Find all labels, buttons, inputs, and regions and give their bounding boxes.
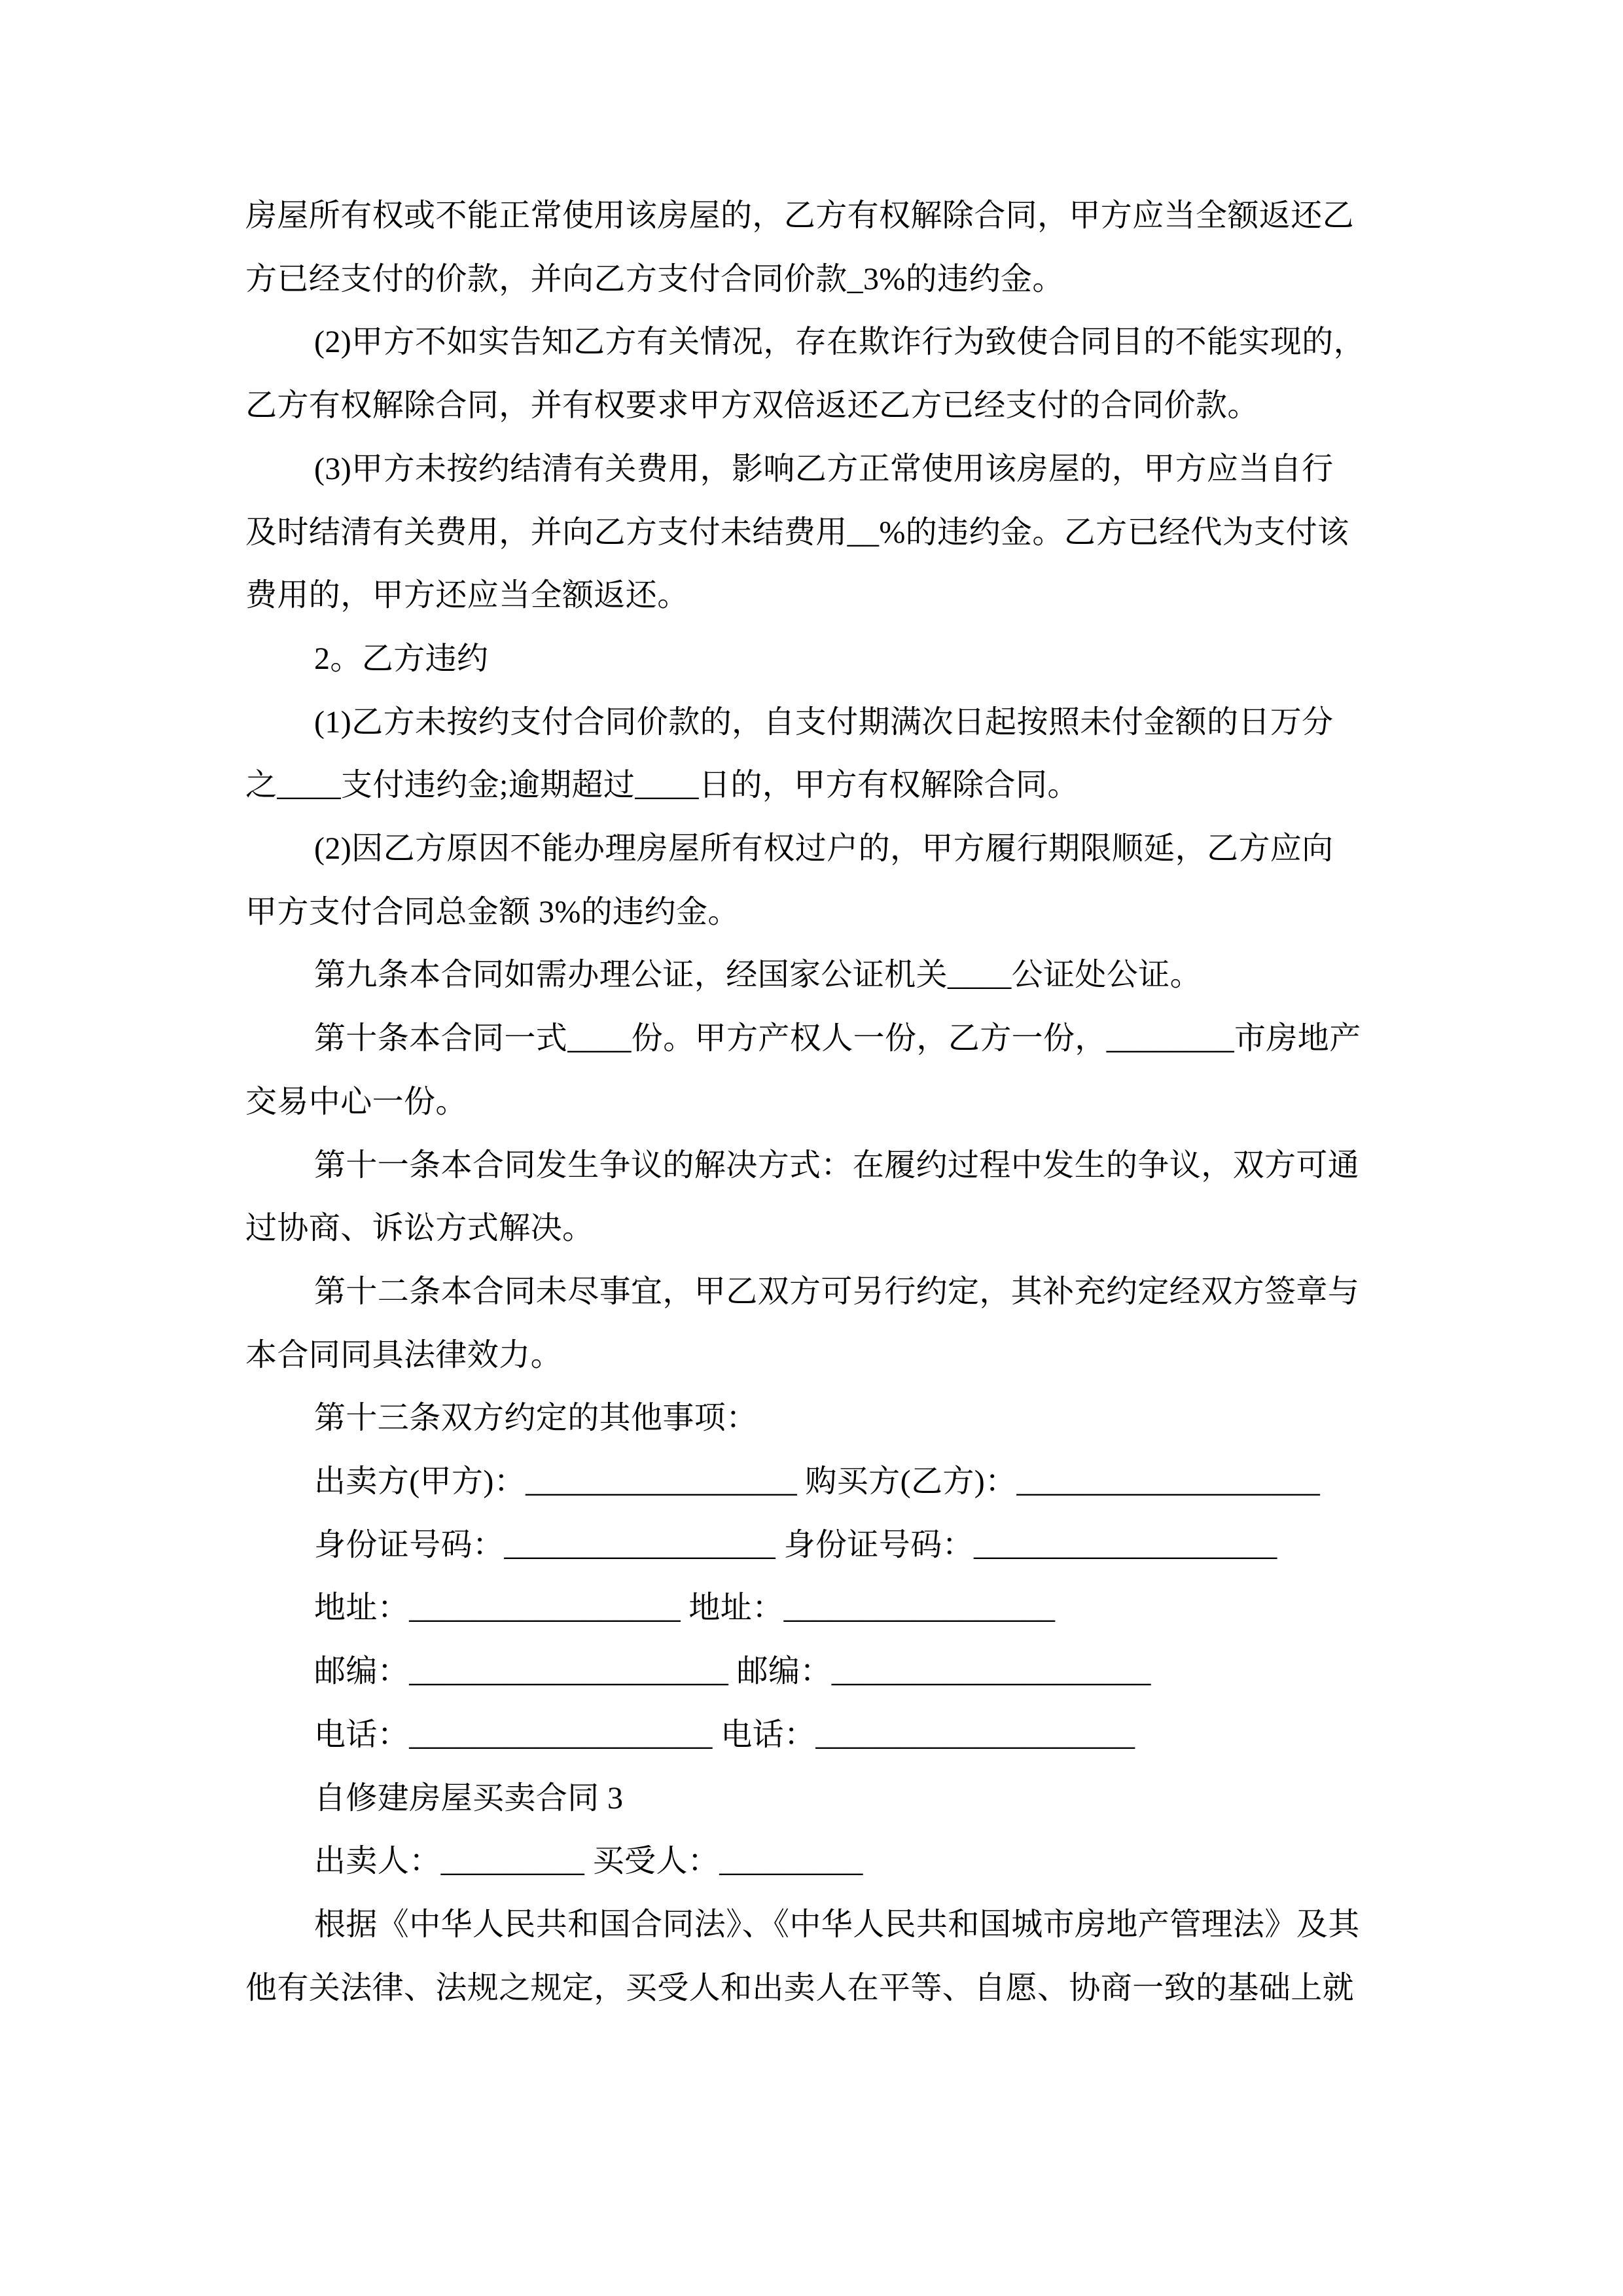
- text-line: (2)甲方不如实告知乙方有关情况，存在欺诈行为致使合同目的不能实现的，: [314, 325, 1365, 360]
- text-line: 第十三条双方约定的其他事项：: [314, 1401, 758, 1436]
- text-line: 2。乙方违约: [314, 641, 489, 676]
- text-line: 方已经支付的价款，并向乙方支付合同价款_3%的违约金。: [245, 261, 1064, 296]
- text-line: (1)乙方未按约支付合同价款的，自支付期满次日起按照未付金额的日万分: [314, 704, 1334, 740]
- document-text-block: [245, 185, 1364, 2020]
- text-line: 乙方有权解除合同，并有权要求甲方双倍返还乙方已经支付的合同价款。: [245, 388, 1259, 423]
- text-line: (2)因乙方原因不能办理房屋所有权过户的，甲方履行期限顺延，乙方应向: [314, 831, 1334, 867]
- text-line: 邮编：____________________ 邮编：____________________: [314, 1654, 1151, 1689]
- text-line: 甲方支付合同总金额 3%的违约金。: [245, 894, 740, 929]
- text-line: (3)甲方未按约结清有关费用，影响乙方正常使用该房屋的，甲方应当自行: [314, 451, 1334, 486]
- text-line: 根据《中华人民共和国合同法》、《中华人民共和国城市房地产管理法》及其: [314, 1907, 1360, 1942]
- text-line: 第十条本合同一式____份。甲方产权人一份，乙方一份，________市房地产: [314, 1021, 1361, 1056]
- text-line: 第十一条本合同发生争议的解决方式：在履约过程中发生的争议，双方可通: [314, 1147, 1360, 1183]
- text-line: 费用的，甲方还应当全额返还。: [245, 578, 689, 613]
- text-line: 他有关法律、法规之规定，买受人和出卖人在平等、自愿、协商一致的基础上就: [245, 1970, 1355, 2005]
- text-line: 及时结清有关费用，并向乙方支付未结费用__%的违约金。乙方已经代为支付该: [245, 514, 1349, 550]
- text-line: 电话：___________________ 电话：____________________: [314, 1717, 1135, 1752]
- text-line: 过协商、诉讼方式解决。: [245, 1211, 594, 1246]
- text-line: 出卖人：_________ 买受人：_________: [314, 1844, 863, 1879]
- text-line: 交易中心一份。: [245, 1084, 467, 1119]
- text-line: 房屋所有权或不能正常使用该房屋的，乙方有权解除合同，甲方应当全额返还乙: [245, 198, 1355, 233]
- text-line: 第九条本合同如需办理公证，经国家公证机关____公证处公证。: [314, 958, 1202, 993]
- text-line: 出卖方(甲方)：_________________ 购买方(乙方)：___________________: [314, 1464, 1321, 1499]
- text-line: 自修建房屋买卖合同 3: [314, 1780, 624, 1816]
- text-line: 第十二条本合同未尽事宜，甲乙双方可另行约定，其补充约定经双方签章与: [314, 1274, 1360, 1309]
- text-line: 身份证号码：_________________ 身份证号码：___________________: [314, 1527, 1277, 1562]
- text-line: 本合同同具法律效力。: [245, 1337, 563, 1372]
- text-line: 地址：_________________ 地址：_________________: [314, 1590, 1056, 1626]
- text-line: 之____支付违约金;逾期超过____日的，甲方有权解除合同。: [245, 768, 1079, 803]
